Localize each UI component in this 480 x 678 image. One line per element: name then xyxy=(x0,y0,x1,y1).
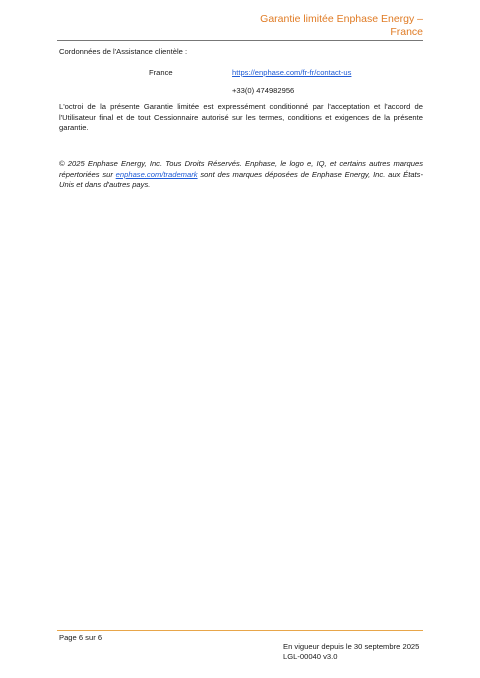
trademark-text-before: © 2025 Enphase Energy, Inc. Tous Droits Réservés. Enphase, le logo e, IQ, et certains autres marques répertoriées sur xyxy=(59,159,423,179)
header-title-line-1: Garantie limitée Enphase Energy – xyxy=(260,13,423,25)
page-number: Page 6 sur 6 xyxy=(59,633,103,642)
footer-divider xyxy=(57,630,423,631)
contact-country: France xyxy=(149,68,173,77)
trademark-notice xyxy=(59,159,423,191)
trademark-link[interactable]: enphase.com/trademark xyxy=(115,169,198,179)
contact-url-link[interactable]: https://enphase.com/fr-fr/contact-us xyxy=(232,68,352,77)
header-divider xyxy=(57,40,423,41)
effective-date: En vigueur depuis le 30 septembre 2025 xyxy=(283,642,420,651)
trademark-text-after: sont des marques déposées de Enphase Energy, Inc. aux États-Unis et dans d'autres pays. xyxy=(59,169,423,189)
warranty-condition-paragraph: L'octroi de la présente Garantie limitée est expressément conditionné par l'acceptation et l'accord de l'Utilisateur final et de tout Cessionnaire autorisé sur les termes, conditions et exigences de la présente garantie. xyxy=(59,102,423,132)
footer-document-info xyxy=(283,642,419,661)
customer-support-heading: Cordonnées de l'Assistance clientèle : xyxy=(59,47,188,56)
document-id: LGL-00040 v3.0 xyxy=(283,651,338,661)
contact-phone: +33(0) 474982956 xyxy=(232,86,295,95)
document-header-title xyxy=(203,13,423,38)
header-title-line-2: France xyxy=(390,25,423,38)
